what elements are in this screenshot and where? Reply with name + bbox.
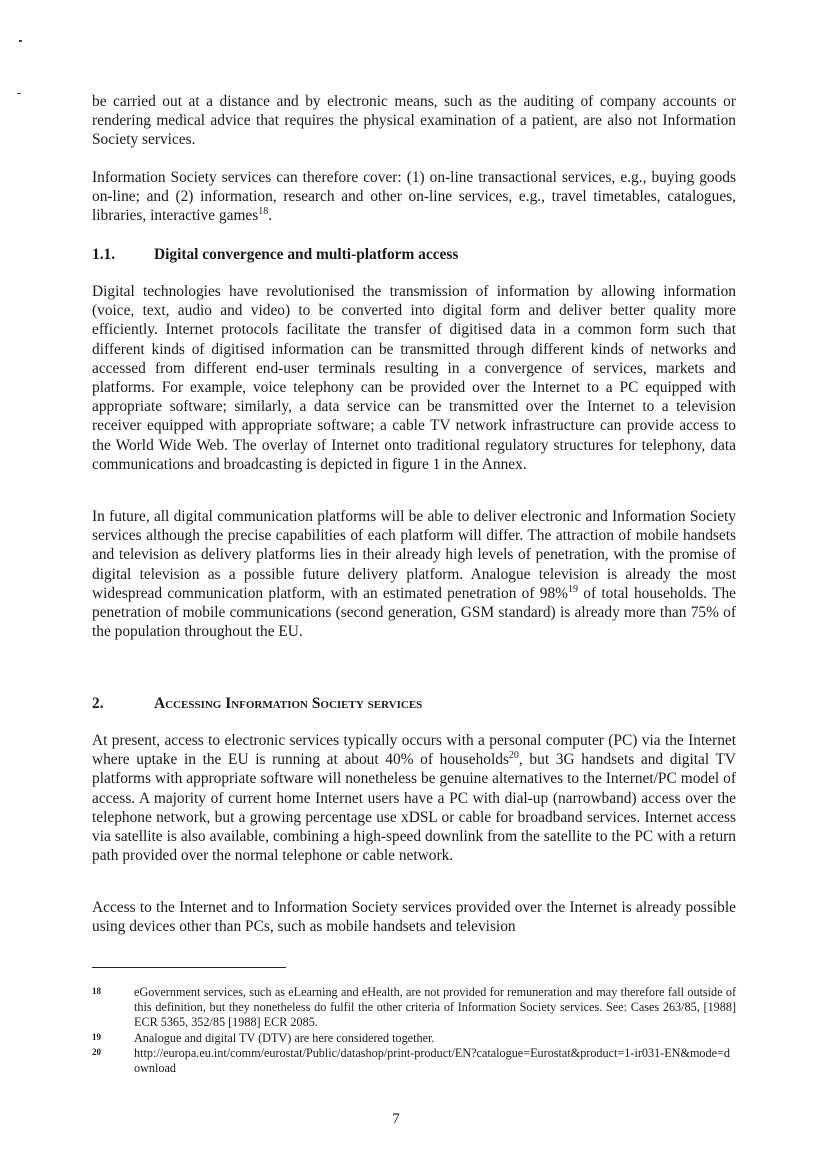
footnote-number: 18 [92,986,101,996]
paragraph-text: Digital technologies have revolutionised the transmission of information by allowing information (voice, text, audio and video) to be converted into digital form and deliver better quality more efficiently. Internet protocols facilitate the transfer of digitised data in a common form such that different kinds of digitised information can be transmitted through different kinds of networks and accessed from different end-user terminals resulting in a convergence of services, markets and platforms. For example, voice telephony can be provided over the Internet to a PC equipped with appropriate software; similarly, a data service can be transmitted over the Internet to a television receiver equipped with appropriate software; a cable TV network infrastructure can provide access to the World Wide Web. The overlay of Internet onto traditional regulatory structures for telephony, data communications and broadcasting is depicted in figure 1 in the Annex. [92,283,736,473]
section-heading [92,694,422,713]
paragraph-text: be carried out at a distance and by electronic means, such as the auditing of company accounts or rendering medical advice that requires the physical examination of a patient, are also not Information Society services. [92,93,736,149]
footnote [92,1031,736,1046]
body-paragraph [92,898,736,936]
paragraph-text: . [268,207,273,225]
section-number: 2. [92,695,104,712]
paragraph-text: , but 3G handsets and digital TV platforms with appropriate software will nonetheless be genuine alternatives to the Internet/PC model of access. A majority of current home Internet users have a PC with dial-up (narrowband) access over the telephone network, but a growing percentage use xDSL or cable for broadband services. Internet access via satellite is also available, combining a high-speed downlink from the satellite to the PC with a return path provided over the normal telephone or cable network. [92,751,737,865]
footnote-text: Analogue and digital TV (DTV) are here considered together. [134,1030,435,1045]
footnote-text: http://europa.eu.int/comm/eurostat/Public/datashop/print-product/EN?catalogue=Eurostat&product=1-ir031-EN&mode=download [134,1045,730,1076]
footnote-number: 19 [92,1031,101,1042]
footnote [92,1046,736,1076]
body-paragraph [92,731,736,865]
body-paragraph [92,507,736,641]
footnote-ref: 18 [258,206,269,218]
paragraph-text: of total households. The penetration of mobile communications (second generation, GSM standard) is already more than 75% of the population throughout the EU. [92,584,737,641]
section-heading [92,245,458,264]
scan-mark [17,93,21,94]
paragraph-text: Access to the Internet and to Information Society services provided over the Internet is already possible using devices other than PCs, such as mobile handsets and television [92,899,736,936]
footnotes [92,985,736,1076]
paragraph-text [92,731,736,865]
scan-mark [19,40,22,42]
body-paragraph [92,282,736,474]
paragraph-text [92,507,736,641]
section-number: 1.1. [92,246,116,263]
body-paragraph [92,168,736,226]
section-title: Digital convergence and multi-platform access [154,246,459,263]
paragraph-text: In future, all digital communication platforms will be able to deliver electronic and Information Society services although the precise capabilities of each platform will differ. The attraction of mobile handsets and television as delivery platforms lies in their already high levels of penetration, with the promise of digital television as a possible future delivery platform. Analogue television is already the most widespread communication platform, with an estimated penetration of 98% [92,508,736,602]
paragraph-text: Information Society services can therefore cover: (1) on-line transactional services, e.g., buying goods on-line; and (2) information, research and other on-line services, e.g., travel timetables, catalogues, libraries, interactive games [92,169,736,225]
footnote-number: 20 [92,1046,101,1057]
section-title: Accessing Information Society services [154,695,423,712]
footnote-ref: 19 [567,583,578,595]
footnote [92,985,736,1031]
footnote-ref: 20 [508,750,519,762]
page-number: 7 [392,1111,400,1127]
body-paragraph [92,92,736,150]
footnote-divider [92,967,286,968]
paragraph-text: At present, access to electronic services typically occurs with a personal computer (PC) via the Internet where uptake in the EU is running at about 40% of households [92,732,736,769]
footnote-text: eGovernment services, such as eLearning and eHealth, are not provided for remuneration and may therefore fall outside of this definition, but they nonetheless do fulfil the other criteria of Information Society services. See: Cases 263/85, [1988] ECR 5365, 352/85 [1988] ECR 2085. [134,985,736,1030]
paragraph-text [92,168,736,226]
